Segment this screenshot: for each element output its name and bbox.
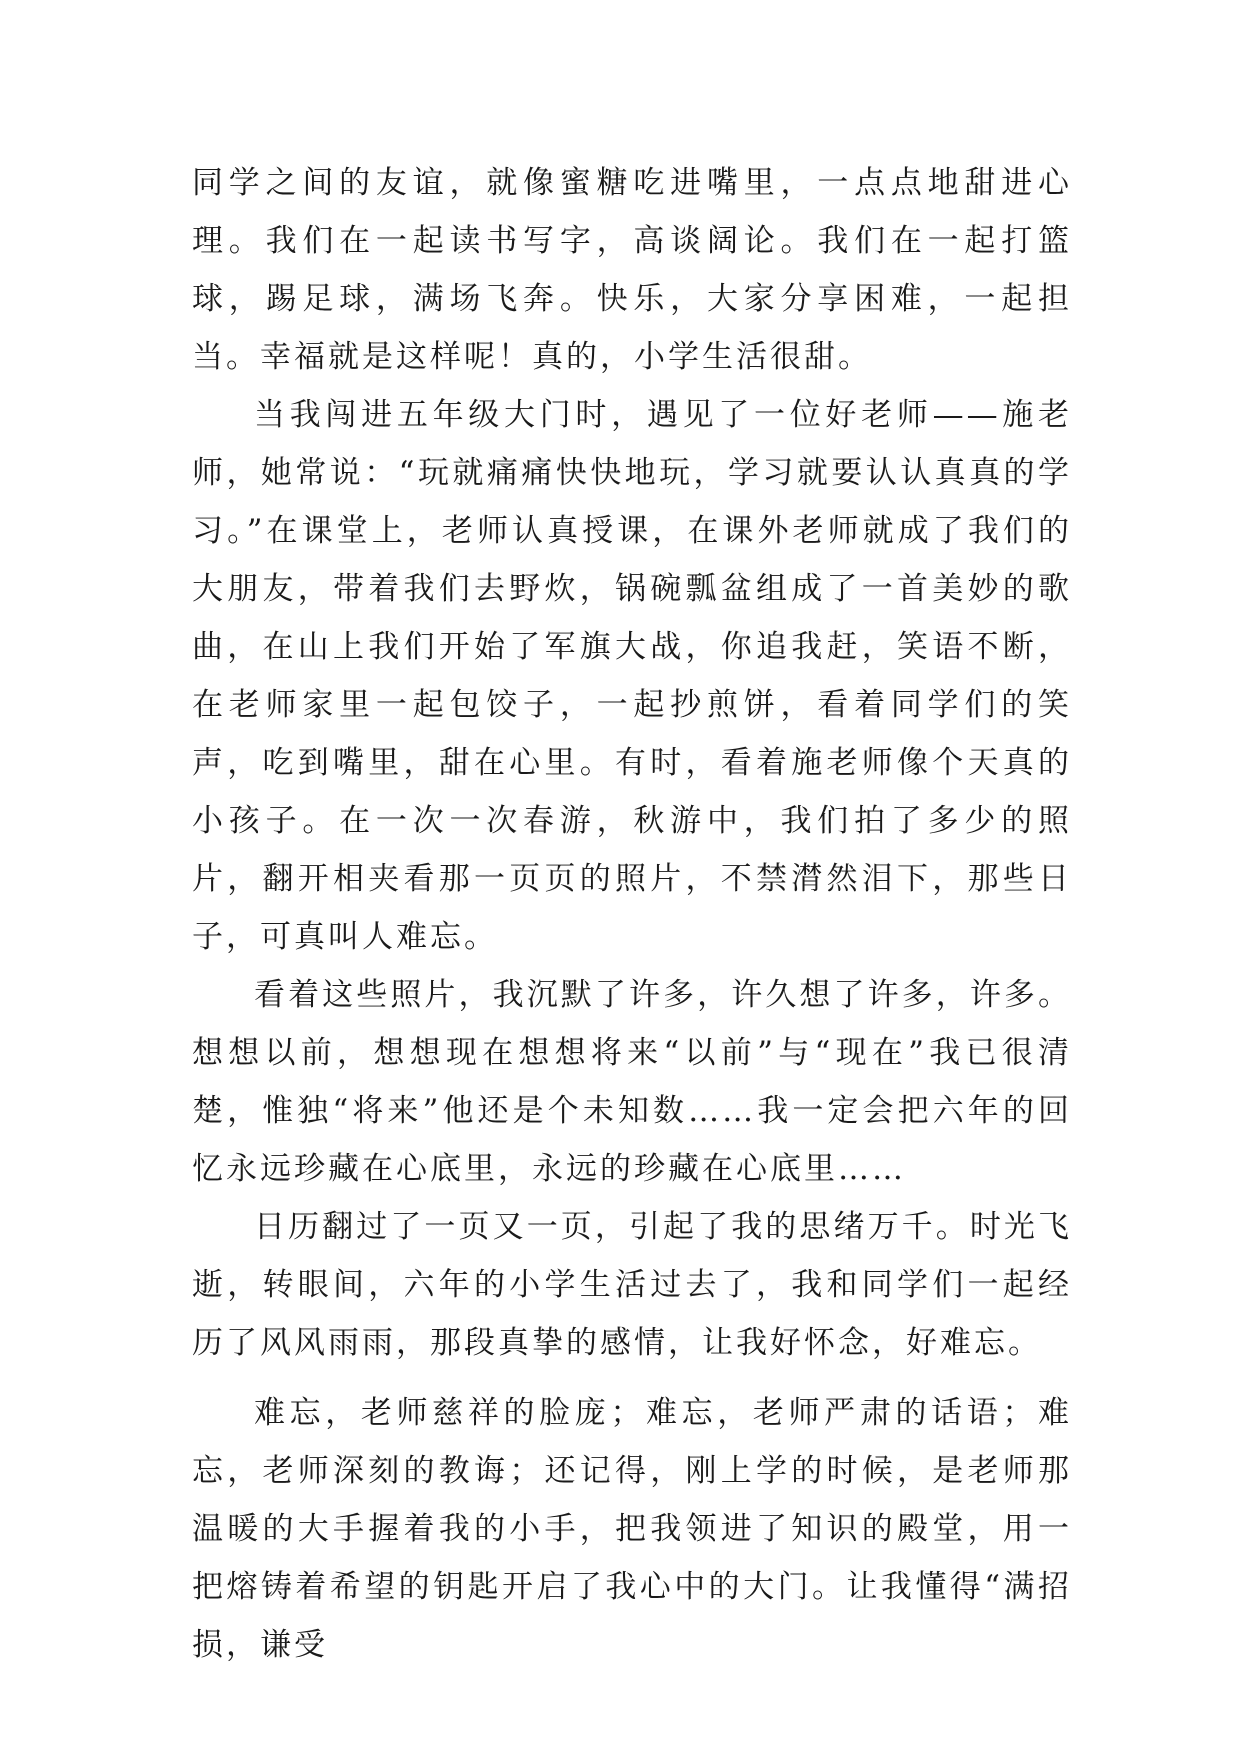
paragraph-4: 日历翻过了一页又一页，引起了我的思绪万千。时光飞逝，转眼间，六年的小学生活过去了，我和同学们一起经历了风风雨雨，那段真挚的感情，让我好怀念，好难忘。 [192, 1209, 1072, 1361]
paragraph-5: 难忘，老师慈祥的脸庞；难忘，老师严肃的话语；难忘，老师深刻的教诲；还记得，刚上学的时候，是老师那温暖的大手握着我的小手，把我领进了知识的殿堂，用一把熔铸着希望的钥匙开启了我心中的大门。让我懂得“满招损，谦受 [192, 1395, 1072, 1663]
paragraph-1: 同学之间的友谊，就像蜜糖吃进嘴里，一点点地甜进心理。我们在一起读书写字，高谈阔论。我们在一起打篮球，踢足球，满场飞奔。快乐，大家分享困难，一起担当。幸福就是这样呢！真的，小学生活很甜。 [192, 165, 1072, 375]
paragraph-2: 当我闯进五年级大门时，遇见了一位好老师——施老师，她常说：“玩就痛痛快快地玩，学习就要认认真真的学习。”在课堂上，老师认真授课，在课外老师就成了我们的大朋友，带着我们去野炊，锅碗瓢盆组成了一首美妙的歌曲，在山上我们开始了军旗大战，你追我赶，笑语不断，在老师家里一起包饺子，一起抄煎饼，看着同学们的笑声，吃到嘴里，甜在心里。有时，看着施老师像个天真的小孩子。在一次一次春游，秋游中，我们拍了多少的照片，翻开相夹看那一页页的照片，不禁潸然泪下，那些日子，可真叫人难忘。 [192, 397, 1072, 955]
article-body [192, 154, 1072, 1674]
paragraph-3: 看着这些照片，我沉默了许多，许久想了许多，许多。想想以前，想想现在想想将来“以前”与“现在”我已很清楚，惟独“将来”他还是个未知数……我一定会把六年的回忆永远珍藏在心底里，永远的珍藏在心底里…… [192, 977, 1072, 1187]
